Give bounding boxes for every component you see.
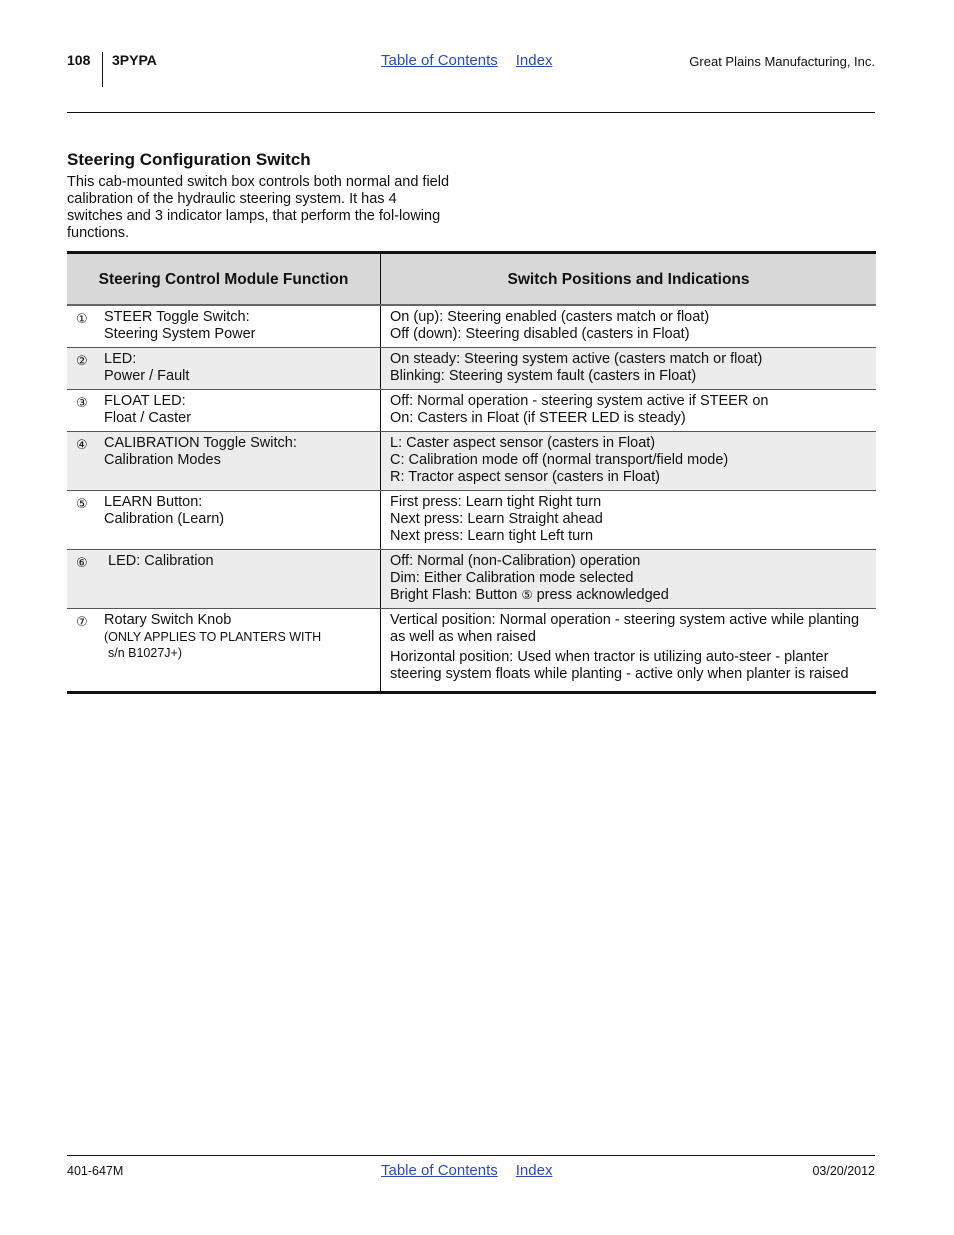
table-row	[67, 491, 876, 550]
page-header	[67, 52, 875, 88]
position-text: Off: Normal operation - steering system active if STEER on	[390, 393, 769, 409]
table-row	[67, 432, 876, 491]
function-name: LED: Calibration	[104, 553, 214, 569]
function-name: LED:	[104, 351, 137, 367]
table-header-row	[67, 253, 876, 306]
item-number: ④	[76, 437, 88, 452]
function-detail: Power / Fault	[104, 368, 190, 384]
function-note: s/n B1027J+)	[108, 646, 183, 660]
section-title: Steering Configuration Switch	[67, 150, 311, 169]
publication-date: 03/20/2012	[812, 1164, 875, 1178]
position-text: Next press: Learn tight Left turn	[390, 528, 594, 544]
footer-rule	[67, 1155, 875, 1156]
index-link[interactable]: Index	[515, 52, 553, 69]
position-text	[390, 587, 868, 604]
page-number: 108	[67, 52, 91, 68]
footer-nav	[381, 1162, 570, 1179]
table-row	[67, 390, 876, 432]
position-text: On (up): Steering enabled (casters match or float)	[390, 309, 710, 325]
column-header-positions: Switch Positions and Indications	[381, 253, 877, 306]
position-text: Next press: Learn Straight ahead	[390, 511, 603, 527]
position-text: L: Caster aspect sensor (casters in Float)	[390, 435, 656, 451]
position-text-before: Bright Flash: Button	[390, 587, 522, 603]
item-number: ③	[76, 395, 88, 410]
position-text: Off: Normal (non-Calibration) operation	[390, 553, 641, 569]
function-detail: Float / Caster	[104, 410, 192, 426]
position-text: C: Calibration mode off (normal transport/field mode)	[390, 452, 729, 468]
index-link[interactable]: Index	[515, 1162, 553, 1179]
function-note: (ONLY APPLIES TO PLANTERS WITH	[104, 630, 322, 644]
function-detail: Calibration (Learn)	[104, 511, 225, 527]
position-paragraph: Horizontal position: Used when tractor is utilizing auto-steer - planter steering system floats while planting - active only when planter is raised	[390, 649, 849, 682]
position-text: Off (down): Steering disabled (casters in Float)	[390, 326, 690, 342]
function-name: Rotary Switch Knob	[104, 612, 232, 628]
document-number: 401-647M	[67, 1164, 124, 1178]
position-text: Blinking: Steering system fault (casters in Float)	[390, 368, 697, 384]
table-row	[67, 305, 876, 348]
function-detail: Steering System Power	[104, 326, 256, 342]
position-text: R: Tractor aspect sensor (casters in Float)	[390, 469, 660, 485]
button-reference-symbol: ⑤	[521, 588, 533, 602]
position-text: Dim: Either Calibration mode selected	[390, 570, 634, 586]
function-name: CALIBRATION Toggle Switch:	[104, 435, 297, 451]
table-row	[67, 609, 876, 693]
item-number: ⑥	[76, 555, 88, 570]
position-paragraph: Vertical position: Normal operation - steering system active while planting as well as when raised	[390, 612, 860, 645]
table-of-contents-link[interactable]: Table of Contents	[381, 52, 498, 69]
position-text: On steady: Steering system active (casters match or float)	[390, 351, 763, 367]
item-number: ①	[76, 311, 88, 326]
header-nav	[381, 52, 570, 69]
document-code: 3PYPA	[112, 52, 157, 68]
header-rule	[67, 112, 875, 113]
function-name: LEARN Button:	[104, 494, 203, 510]
position-text: On: Casters in Float (if STEER LED is steady)	[390, 410, 686, 426]
function-name: STEER Toggle Switch:	[104, 309, 250, 325]
steering-control-table	[67, 251, 876, 694]
header-divider	[102, 52, 103, 87]
company-name: Great Plains Manufacturing, Inc.	[689, 54, 875, 69]
page-footer	[67, 1162, 875, 1182]
position-text-after: press acknowledged	[532, 587, 669, 603]
table-of-contents-link[interactable]: Table of Contents	[381, 1162, 498, 1179]
function-detail: Calibration Modes	[104, 452, 221, 468]
item-number: ⑦	[76, 614, 88, 629]
item-number: ②	[76, 353, 88, 368]
intro-paragraph: This cab-mounted switch box controls both normal and field calibration of the hydraulic steering system. It has 4 switches and 3 indicator lamps, that perform the fol-lowing functions.	[67, 174, 450, 241]
function-name: FLOAT LED:	[104, 393, 186, 409]
table-row	[67, 550, 876, 609]
item-number: ⑤	[76, 496, 88, 511]
position-text: First press: Learn tight Right turn	[390, 494, 602, 510]
table-row	[67, 348, 876, 390]
column-header-function: Steering Control Module Function	[67, 253, 381, 306]
